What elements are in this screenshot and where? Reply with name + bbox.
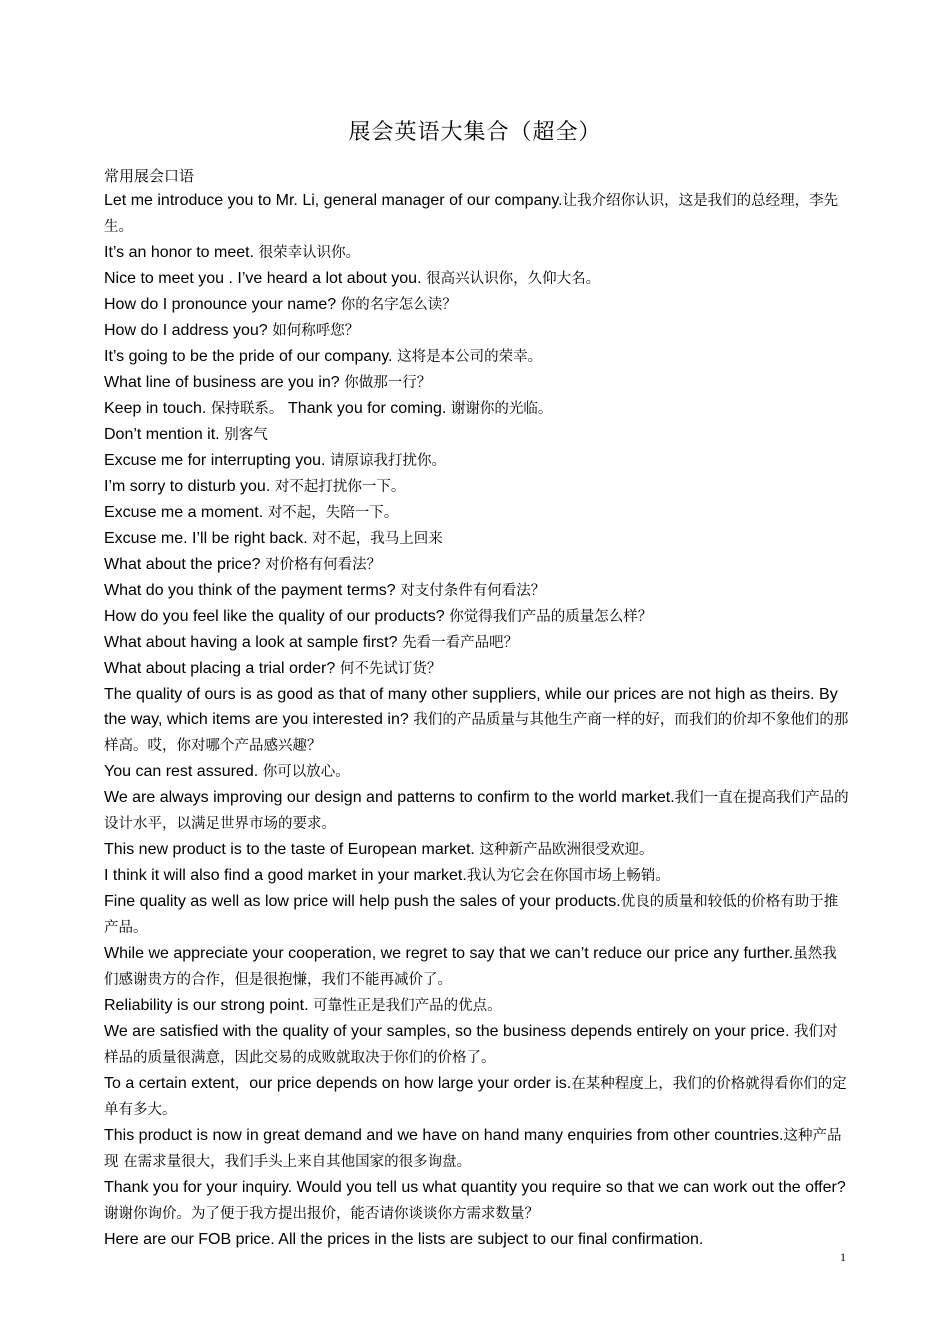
chinese-translation: 如何称呼您？ — [267, 323, 360, 339]
phrase-entry — [104, 396, 850, 422]
phrase-entry — [104, 292, 850, 318]
phrase-entry — [104, 552, 850, 578]
phrase-entry — [104, 526, 850, 552]
phrase-entry — [104, 1175, 850, 1227]
english-phrase: The quality of ours is as good as that of many other suppliers, while our prices are not high as theirs. By the way, which items are you interested in? — [104, 686, 838, 728]
english-phrase: Reliability is our strong point. — [104, 997, 309, 1014]
phrase-entry — [104, 266, 850, 292]
chinese-translation: 我们对样品的质量很满意，因此交易的成败就取决于你们的价格了。 — [104, 1024, 838, 1066]
chinese-translation: 很高兴认识你，久仰大名。 — [421, 271, 601, 287]
phrase-entry — [104, 188, 850, 240]
english-phrase: Let me introduce you to Mr. Li, general manager of our company. — [104, 192, 563, 209]
english-phrase: Thank you for your inquiry. Would you tell us what quantity you require so that we can work out the offer? — [104, 1179, 846, 1196]
phrase-entry — [104, 1123, 850, 1175]
section-label: 常用展会口语 — [104, 167, 195, 185]
chinese-translation: 我们的产品质量与其他生产商一样的好，而我们的价却不象他们的那样高。哎，你对哪个产品感兴趣？ — [104, 712, 849, 754]
phrase-entry — [104, 578, 850, 604]
english-phrase: Fine quality as well as low price will help push the sales of your products. — [104, 893, 621, 910]
english-phrase: It’s an honor to meet. — [104, 244, 255, 261]
phrase-entry — [104, 1227, 850, 1253]
english-phrase: I’m sorry to disturb you. — [104, 478, 271, 495]
chinese-translation: 对不起打扰你一下。 — [270, 479, 406, 495]
english-phrase: Nice to meet you . I’ve heard a lot about you. — [104, 270, 422, 287]
english-phrase: What do you think of the payment terms? — [104, 582, 396, 599]
english-phrase: We are satisfied with the quality of your samples, so the business depends entirely on your price. — [104, 1023, 790, 1040]
chinese-translation: ， — [234, 1076, 250, 1092]
chinese-translation: 你的名字怎么读？ — [336, 297, 457, 313]
chinese-translation: 别客气 — [219, 427, 268, 443]
page-number: 1 — [840, 1250, 846, 1264]
phrase-entry — [104, 500, 850, 526]
english-phrase: You can rest assured. — [104, 763, 259, 780]
chinese-translation: 我认为它会在你国市场上畅销。 — [466, 868, 670, 884]
english-phrase: Keep in touch. — [104, 400, 207, 417]
english-phrase: Excuse me. I’ll be right back. — [104, 530, 308, 547]
english-phrase: What line of business are you in? — [104, 374, 340, 391]
phrase-entry — [104, 785, 850, 837]
phrase-entry — [104, 422, 850, 448]
english-phrase: How do I address you? — [104, 322, 268, 339]
english-phrase-2: Thank you for coming. — [288, 400, 447, 417]
phrase-entry — [104, 863, 850, 889]
phrase-entry — [104, 318, 850, 344]
english-phrase: How do you feel like the quality of our products? — [104, 608, 445, 625]
chinese-translation: 何不先试订货？ — [335, 661, 442, 677]
document-title: 展会英语大集合（超全） — [348, 120, 602, 145]
phrase-entry — [104, 604, 850, 630]
phrase-entry — [104, 759, 850, 785]
english-phrase: How do I pronounce your name? — [104, 296, 337, 313]
chinese-translation: 请原谅我打扰你。 — [325, 453, 447, 469]
english-phrase: Excuse me a moment. — [104, 504, 264, 521]
chinese-translation: 这种新产品欧洲很受欢迎。 — [474, 842, 654, 858]
phrase-entry — [104, 941, 850, 993]
chinese-translation: 先看一看产品吧？ — [397, 635, 519, 651]
english-phrase: To a certain extent — [104, 1075, 235, 1092]
chinese-translation: 很荣幸认识你。 — [254, 245, 361, 261]
english-phrase: It’s going to be the pride of our company. — [104, 348, 393, 365]
phrase-entry — [104, 344, 850, 370]
english-phrase: Here are our FOB price. All the prices in the lists are subject to our final confirmation. — [104, 1231, 704, 1248]
english-phrase: While we appreciate your cooperation, we regret to say that we can’t reduce our price any further. — [104, 945, 794, 962]
english-phrase: Don’t mention it. — [104, 426, 220, 443]
phrase-entry — [104, 889, 850, 941]
english-phrase: What about having a look at sample first? — [104, 634, 398, 651]
english-phrase: Excuse me for interrupting you. — [104, 452, 326, 469]
chinese-translation: 优良的质量和较低的价格有助于推产品。 — [104, 894, 839, 936]
chinese-translation-2: 谢谢你的光临。 — [446, 401, 553, 417]
phrase-entry — [104, 1019, 850, 1071]
chinese-translation: 对不起，我马上回来 — [307, 531, 443, 547]
chinese-translation: 对价格有何看法？ — [260, 557, 382, 573]
phrase-entry — [104, 993, 850, 1019]
english-phrase-2: our price depends on how large your order is. — [249, 1075, 572, 1092]
chinese-translation: 虽然我们感谢贵方的合作，但是很抱慊，我们不能再减价了。 — [104, 946, 837, 988]
phrase-entry — [104, 656, 850, 682]
chinese-translation: 这种产品现 在需求量很大，我们手头上来自其他国家的很多询盘。 — [104, 1128, 842, 1170]
phrase-entry — [104, 370, 850, 396]
phrase-entry — [104, 630, 850, 656]
english-phrase: This product is now in great demand and we have on hand many enquiries from other countries. — [104, 1127, 784, 1144]
chinese-translation: 对不起，失陪一下。 — [263, 505, 399, 521]
chinese-translation: 你可以放心。 — [258, 764, 350, 780]
phrase-entry — [104, 682, 850, 759]
chinese-translation: 我们一直在提高我们产品的设计水平，以满足世界市场的要求。 — [104, 790, 849, 832]
chinese-translation: 可靠性正是我们产品的优点。 — [308, 998, 502, 1014]
chinese-translation: 你觉得我们产品的质量怎么样？ — [444, 609, 653, 625]
english-phrase: What about placing a trial order? — [104, 660, 336, 677]
chinese-translation: 这将是本公司的荣幸。 — [392, 349, 543, 365]
phrase-entry — [104, 1071, 850, 1123]
phrase-entry — [104, 240, 850, 266]
english-phrase: We are always improving our design and patterns to confirm to the world market. — [104, 789, 675, 806]
english-phrase: What about the price? — [104, 556, 261, 573]
english-phrase: I think it will also find a good market in your market. — [104, 867, 467, 884]
document-body — [104, 164, 850, 1253]
chinese-translation: 对支付条件有何看法？ — [395, 583, 546, 599]
phrase-entry — [104, 837, 850, 863]
chinese-translation: 谢谢你询价。为了便于我方提出报价，能否请你谈谈你方需求数量？ — [104, 1206, 539, 1222]
english-phrase: This new product is to the taste of European market. — [104, 841, 475, 858]
chinese-translation: 你做那一行？ — [339, 375, 432, 391]
chinese-translation-2: 在某种程度上，我们的价格就得看你们的定单有多大。 — [104, 1076, 847, 1118]
chinese-translation: 让我介绍你认识，这是我们的总经理，李先生。 — [104, 193, 839, 235]
chinese-translation: 保持联系。 — [206, 401, 289, 417]
phrase-entry — [104, 474, 850, 500]
phrase-entry — [104, 448, 850, 474]
